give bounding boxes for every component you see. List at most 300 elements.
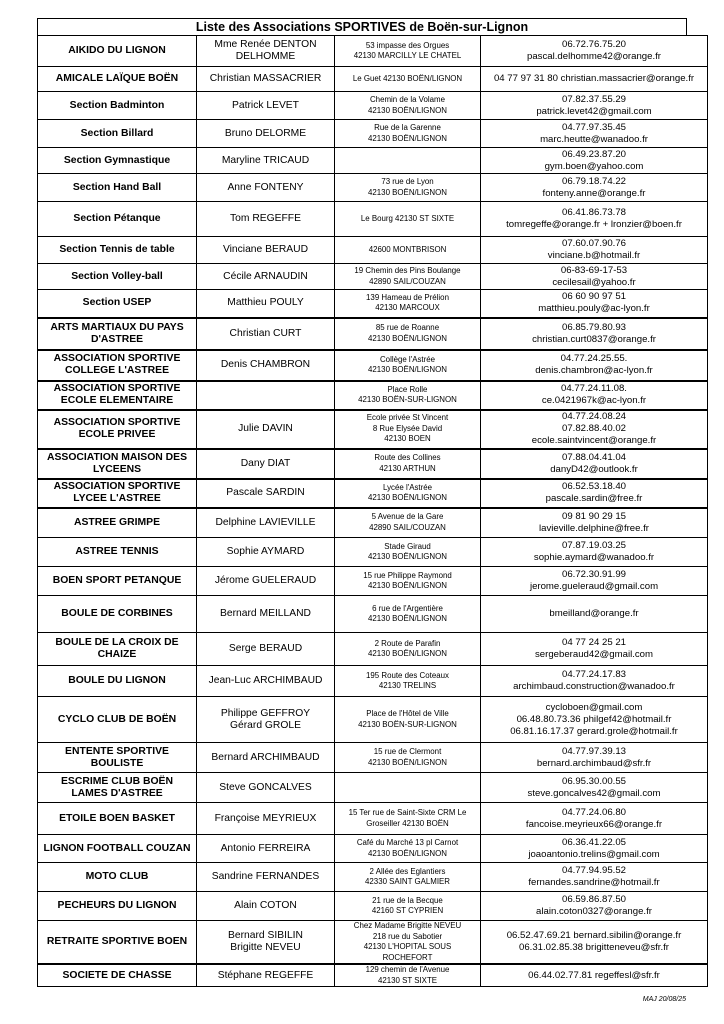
association-name-cell	[38, 964, 197, 987]
president-name-cell	[197, 633, 335, 666]
contact-info-line: 06.36.41.22.05	[561, 836, 627, 848]
page-title: Liste des Associations SPORTIVES de Boën-sur-Lignon	[37, 18, 687, 36]
president-name-cell	[197, 835, 335, 863]
president-name-cell	[197, 237, 335, 264]
association-name-line: AMICALE LAÏQUE BOËN	[55, 73, 179, 84]
contact-info-line: 07.82.37.55.29	[561, 93, 627, 105]
president-name-line: Christian CURT	[229, 327, 302, 339]
contact-info-line: gym.boen@yahoo.com	[544, 160, 644, 172]
contact-info-line: 06.72.30.91.99	[561, 569, 627, 580]
contact-info-line: 06.52.53.18.40	[561, 481, 627, 492]
president-name-cell	[197, 264, 335, 290]
contact-info-line: 04.77.24.25.55.	[560, 353, 628, 364]
contact-info-line: 06.95.30.00.55	[561, 775, 627, 787]
table-row	[38, 666, 708, 697]
association-name-line: ASSOCIATION SPORTIVE	[53, 353, 181, 364]
association-name-cell	[38, 697, 197, 743]
address-line: 42130 BOËN/LIGNON	[368, 365, 447, 374]
address-line: 195 Route des Coteaux	[366, 670, 449, 680]
association-name-cell	[38, 633, 197, 666]
address-cell	[335, 479, 481, 508]
table-row	[38, 449, 708, 479]
table-row	[38, 202, 708, 237]
contact-info-line: christian.curt0837@orange.fr	[532, 333, 656, 345]
address-line: 42130 L'HOPITAL SOUS	[363, 942, 452, 951]
contact-info-line: sergeberaud42@gmail.com	[535, 649, 653, 660]
contact-info-line: 04.77.24.08.24	[561, 411, 627, 422]
contact-info-line: 04.77.94.95.52	[561, 865, 627, 876]
address-line: 85 rue de Roanne	[375, 323, 440, 332]
president-name-line: Jérome GUELERAUD	[214, 575, 317, 586]
address-cell	[335, 803, 481, 835]
address-line: Le Bourg 42130 ST SIXTE	[360, 213, 455, 223]
contact-info-cell	[481, 67, 708, 92]
association-name-cell	[38, 410, 197, 449]
president-name-cell	[197, 666, 335, 697]
contact-info-cell	[481, 174, 708, 202]
association-name-line: ECOLE PRIVEE	[78, 429, 156, 440]
address-line: 42130 BOËN-SUR-LIGNON	[358, 395, 457, 404]
address-line: 42600 MONTBRISON	[368, 244, 447, 254]
address-cell	[335, 92, 481, 120]
association-name-cell	[38, 202, 197, 237]
contact-info-cell	[481, 835, 708, 863]
table-row	[38, 964, 708, 987]
table-row	[38, 538, 708, 567]
address-cell	[335, 835, 481, 863]
address-line: 139 Hameau de Prélion	[366, 292, 449, 302]
contact-info-line: jerome.gueleraud@gmail.com	[529, 581, 659, 592]
president-name-cell	[197, 350, 335, 381]
association-name-cell	[38, 290, 197, 318]
table-row	[38, 318, 708, 350]
president-name-line: Antonio FERREIRA	[220, 842, 311, 854]
contact-info-line: 06.79.18.74.22	[561, 175, 627, 187]
address-line: 6 rue de l'Argentière	[372, 603, 443, 613]
address-line: 15 rue Philippe Raymond	[363, 570, 452, 580]
president-name-cell	[197, 449, 335, 479]
president-name-cell	[197, 773, 335, 803]
address-line: ROCHEFORT	[382, 952, 433, 962]
president-name-line: Julie DAVIN	[238, 423, 293, 434]
address-line: 42130 BOËN-SUR-LIGNON	[358, 719, 457, 729]
table-row	[38, 835, 708, 863]
association-name-line: ENTENTE SPORTIVE	[65, 745, 169, 757]
president-name-line: DELHOMME	[235, 51, 296, 62]
contact-info-line: bernard.archimbaud@sfr.fr	[536, 757, 652, 769]
contact-info-cell	[481, 921, 708, 965]
contact-info-line: 04.77.97.39.13	[561, 745, 627, 757]
association-name-line: ASSOCIATION SPORTIVE	[53, 481, 181, 492]
association-name-line: ETOILE BOEN BASKET	[59, 812, 175, 824]
address-cell	[335, 174, 481, 202]
president-name-cell	[197, 92, 335, 120]
president-name-line: Bernard MEILLAND	[220, 608, 311, 619]
association-name-line: COLLEGE L'ASTREE	[64, 365, 170, 376]
table-row	[38, 237, 708, 264]
president-name-cell	[197, 174, 335, 202]
table-row	[38, 633, 708, 666]
address-cell	[335, 892, 481, 921]
association-name-line: CYCLO CLUB DE BOËN	[57, 713, 177, 725]
contact-info-line: 06.31.02.85.38 brigitteneveu@sfr.fr	[518, 942, 669, 953]
contact-info-line: matthieu.pouly@ac-lyon.fr	[538, 303, 650, 315]
president-name-line: Matthieu POULY	[227, 297, 304, 309]
contact-info-line: pascale.sardin@free.fr	[545, 493, 643, 504]
contact-info-line: 04.77.97.35.45	[561, 121, 627, 133]
association-name-cell	[38, 148, 197, 174]
address-cell	[335, 120, 481, 148]
table-row	[38, 596, 708, 633]
contact-info-line: 06 60 90 97 51	[561, 291, 627, 303]
association-name-line: ASSOCIATION SPORTIVE	[53, 417, 181, 428]
president-name-line: Christian MASSACRIER	[209, 73, 322, 84]
contact-info-cell	[481, 410, 708, 449]
contact-info-cell	[481, 743, 708, 773]
association-name-line: Section Pétanque	[73, 213, 161, 224]
president-name-line: Bernard ARCHIMBAUD	[211, 751, 320, 763]
address-line: 15 Ter rue de Saint-Sixte CRM Le	[348, 808, 467, 817]
contact-info-cell	[481, 567, 708, 596]
address-line: 42130 BOËN/LIGNON	[368, 333, 447, 343]
contact-info-line: 07.82.88.40.02	[561, 423, 627, 434]
association-name-line: Section Hand Ball	[72, 181, 162, 193]
contact-info-line: 04 77 24 25 21	[561, 637, 627, 648]
address-cell	[335, 290, 481, 318]
contact-info-cell	[481, 538, 708, 567]
contact-info-line: ce.0421967k@ac-lyon.fr	[541, 395, 647, 406]
address-cell	[335, 633, 481, 666]
address-line: 42130 BOËN/LIGNON	[368, 614, 447, 623]
table-row	[38, 567, 708, 596]
table-row	[38, 350, 708, 381]
contact-info-line: alain.coton0327@orange.fr	[536, 906, 652, 917]
president-name-cell	[197, 36, 335, 67]
association-name-cell	[38, 567, 197, 596]
association-name-cell	[38, 381, 197, 410]
contact-info-line: 06-83-69-17-53	[560, 264, 628, 276]
association-name-cell	[38, 743, 197, 773]
address-line: 42130 BOËN/LIGNON	[368, 187, 447, 197]
address-cell	[335, 237, 481, 264]
president-name-line: Cécile ARNAUDIN	[223, 270, 308, 282]
address-line: Groseiller 42130 BOËN	[366, 818, 449, 828]
contact-info-cell	[481, 350, 708, 381]
contact-info-line: pascal.delhomme42@orange.fr	[527, 51, 661, 62]
contact-info-cell	[481, 803, 708, 835]
president-name-line: Bernard SIBILIN	[228, 930, 303, 941]
table-row	[38, 892, 708, 921]
address-cell	[335, 318, 481, 350]
table-row	[38, 36, 708, 67]
association-name-line: AIKIDO DU LIGNON	[68, 45, 166, 56]
table-row	[38, 921, 708, 965]
association-name-cell	[38, 92, 197, 120]
association-name-line: Section Tennis de table	[59, 244, 175, 255]
address-line: 42130 BOËN/LIGNON	[368, 105, 447, 115]
contact-info-line: 06.59.86.87.50	[561, 894, 627, 905]
contact-info-cell	[481, 697, 708, 743]
address-line: 53 impasse des Orgues	[365, 40, 450, 50]
address-line: 73 rue de Lyon	[381, 177, 434, 186]
contact-info-line: 07.87.19.03.25	[561, 540, 627, 551]
president-name-line: Bruno DELORME	[224, 127, 307, 139]
association-name-line: Section USEP	[82, 297, 152, 309]
address-cell	[335, 666, 481, 697]
association-name-cell	[38, 508, 197, 538]
association-name-line: BOULE DE CORBINES	[61, 608, 173, 619]
contact-info-line: 04.77.24.17.83	[561, 669, 627, 680]
association-name-line: ASSOCIATION SPORTIVE	[53, 383, 181, 394]
table-row	[38, 479, 708, 508]
association-name-line: ECOLE ELEMENTAIRE	[60, 395, 174, 406]
president-name-cell	[197, 120, 335, 148]
address-line: 42130 BOËN/LIGNON	[368, 581, 447, 590]
contact-info-line: denis.chambron@ac-lyon.fr	[535, 365, 653, 376]
association-name-line: ASSOCIATION MAISON DES	[46, 451, 188, 463]
contact-info-cell	[481, 508, 708, 538]
address-line: 2 Allée des Eglantiers	[369, 866, 446, 876]
contact-info-cell	[481, 596, 708, 633]
contact-info-line: fancoise.meyrieux66@orange.fr	[525, 818, 663, 830]
association-name-line: Section Badminton	[69, 99, 165, 111]
table-row	[38, 148, 708, 174]
association-name-line: D'ASTREE	[90, 333, 144, 345]
address-line: 19 Chemin des Pins Boulange	[354, 266, 461, 275]
address-line: Le Guet 42130 BOËN/LIGNON	[352, 73, 463, 83]
association-name-line: ASTREE TENNIS	[75, 546, 159, 557]
address-line: 42130 MARCOUX	[375, 303, 440, 313]
president-name-line: Anne FONTENY	[227, 181, 304, 193]
association-name-cell	[38, 67, 197, 92]
contact-info-cell	[481, 773, 708, 803]
association-name-line: ESCRIME CLUB BOËN	[61, 775, 173, 787]
contact-info-cell	[481, 633, 708, 666]
president-name-cell	[197, 508, 335, 538]
president-name-line: Serge BERAUD	[228, 643, 303, 654]
address-line: 42160 ST CYPRIEN	[371, 906, 444, 915]
contact-info-line: 07.88.04.41.04	[561, 451, 627, 463]
association-name-cell	[38, 666, 197, 697]
president-name-cell	[197, 290, 335, 318]
president-name-line: Françoise MEYRIEUX	[214, 812, 317, 824]
association-name-line: LYCEENS	[92, 463, 142, 475]
contact-info-line: 06.44.02.77.81 regeffesl@sfr.fr	[528, 969, 660, 981]
association-name-line: Section Volley-ball	[71, 270, 163, 282]
president-name-cell	[197, 892, 335, 921]
president-name-line: Delphine LAVIEVILLE	[215, 516, 316, 528]
contact-info-line: archimbaud.construction@wanadoo.fr	[513, 681, 675, 692]
president-name-line: Patrick LEVET	[232, 99, 299, 111]
association-name-cell	[38, 350, 197, 381]
table-row	[38, 67, 708, 92]
address-line: 42130 BOËN/LIGNON	[368, 493, 447, 502]
contact-info-line: 04 77 97 31 80 christian.massacrier@orange.fr	[493, 73, 695, 84]
address-cell	[335, 449, 481, 479]
president-name-line: Philippe GEFFROY	[220, 707, 311, 719]
address-line: 42890 SAIL/COUZAN	[369, 522, 446, 532]
association-name-cell	[38, 174, 197, 202]
association-name-line: Section Billard	[80, 127, 154, 139]
contact-info-cell	[481, 449, 708, 479]
address-cell	[335, 36, 481, 67]
address-line: 42130 BOËN/LIGNON	[368, 552, 447, 561]
contact-info-cell	[481, 92, 708, 120]
address-line: Chemin de la Volame	[369, 95, 445, 104]
table-row	[38, 863, 708, 892]
contact-info-cell	[481, 381, 708, 410]
contact-info-cell	[481, 318, 708, 350]
address-line: 42130 BOEN	[384, 434, 431, 444]
address-cell	[335, 921, 481, 965]
contact-info-line: cecilesail@yahoo.fr	[552, 276, 636, 288]
address-line: Collège l'Astrée	[379, 354, 435, 364]
association-name-line: RETRAITE SPORTIVE BOEN	[46, 936, 188, 947]
address-cell	[335, 264, 481, 290]
table-row	[38, 743, 708, 773]
address-cell	[335, 410, 481, 449]
contact-info-line: steve.goncalves42@gmail.com	[527, 787, 661, 799]
address-line: Chez Madame Brigitte NEVEU	[353, 921, 462, 930]
address-line: 129 chemin de l'Avenue	[365, 965, 450, 974]
contact-info-line: 06.49.23.87.20	[561, 148, 627, 160]
contact-info-line: 09 81 90 29 15	[561, 510, 627, 522]
address-cell	[335, 596, 481, 633]
address-line: 5 Avenue de la Gare	[371, 512, 444, 522]
associations-table	[37, 35, 708, 987]
president-name-cell	[197, 381, 335, 410]
contact-info-line: cycloboen@gmail.com	[545, 701, 643, 713]
contact-info-cell	[481, 666, 708, 697]
president-name-line: Sandrine FERNANDES	[211, 871, 320, 882]
contact-info-cell	[481, 290, 708, 318]
contact-info-cell	[481, 863, 708, 892]
association-name-cell	[38, 863, 197, 892]
address-line: 21 rue de la Becque	[372, 895, 443, 905]
contact-info-line: ecole.saintvincent@orange.fr	[531, 435, 657, 446]
association-name-cell	[38, 803, 197, 835]
association-name-line: LYCEE L'ASTREE	[73, 493, 161, 504]
president-name-cell	[197, 743, 335, 773]
address-cell	[335, 202, 481, 237]
address-line: Route des Collines	[374, 453, 441, 462]
contact-info-line: fonteny.anne@orange.fr	[542, 187, 646, 199]
table-row	[38, 773, 708, 803]
address-cell	[335, 964, 481, 987]
association-name-cell	[38, 264, 197, 290]
president-name-line: Brigitte NEVEU	[230, 942, 301, 953]
update-date: MAJ 20/08/25	[642, 996, 686, 1003]
address-line: Rue de la Garenne	[374, 123, 441, 132]
table-row	[38, 92, 708, 120]
address-line: 42130 MARCILLY LE CHATEL	[353, 51, 462, 60]
address-cell	[335, 773, 481, 803]
contact-info-line: bmeilland@orange.fr	[549, 608, 639, 619]
president-name-cell	[197, 921, 335, 965]
association-name-cell	[38, 892, 197, 921]
contact-info-cell	[481, 964, 708, 987]
table-row	[38, 697, 708, 743]
president-name-cell	[197, 202, 335, 237]
address-line: Ecole privée St Vincent	[366, 413, 449, 423]
contact-info-line: 06.52.47.69.21 bernard.sibilin@orange.fr	[506, 930, 682, 941]
president-name-cell	[197, 538, 335, 567]
contact-info-line: fernandes.sandrine@hotmail.fr	[528, 877, 660, 888]
association-name-line: BOEN SPORT PETANQUE	[52, 575, 182, 586]
contact-info-cell	[481, 892, 708, 921]
address-cell	[335, 67, 481, 92]
association-name-line: BOULE DU LIGNON	[68, 675, 166, 686]
address-cell	[335, 350, 481, 381]
contact-info-cell	[481, 479, 708, 508]
contact-info-line: 06.48.80.73.36 philgef42@hotmail.fr	[516, 713, 672, 725]
president-name-cell	[197, 964, 335, 987]
address-cell	[335, 381, 481, 410]
table-row	[38, 381, 708, 410]
contact-info-cell	[481, 202, 708, 237]
association-name-line: MOTO CLUB	[85, 871, 149, 882]
association-name-cell	[38, 921, 197, 965]
address-line: Café du Marché 13 pl Carnot	[356, 838, 459, 847]
president-name-cell	[197, 67, 335, 92]
president-name-line: Mme Renée DENTON	[214, 39, 317, 50]
president-name-line: Dany DIAT	[240, 457, 291, 469]
contact-info-line: 06.81.16.17.37 gerard.grole@hotmail.fr	[510, 725, 678, 737]
contact-info-line: marc.heutte@wanadoo.fr	[540, 133, 648, 145]
president-name-line: Steve GONCALVES	[219, 781, 312, 793]
address-line: 42130 BOËN/LIGNON	[368, 649, 447, 658]
president-name-line: Alain COTON	[234, 900, 297, 911]
contact-info-line: danyD42@outlook.fr	[550, 463, 638, 475]
address-line: Place Rolle	[387, 384, 428, 394]
president-name-line: Jean-Luc ARCHIMBAUD	[208, 675, 323, 686]
association-name-line: SOCIETE DE CHASSE	[62, 969, 172, 981]
table-row	[38, 174, 708, 202]
president-name-line: Vinciane BERAUD	[222, 244, 309, 255]
address-line: 42130 TRELINS	[378, 681, 437, 690]
address-line: Lycée l'Astrée	[382, 482, 433, 492]
president-name-cell	[197, 697, 335, 743]
address-line: 42130 BOËN/LIGNON	[368, 757, 447, 767]
address-cell	[335, 508, 481, 538]
contact-info-cell	[481, 237, 708, 264]
contact-info-cell	[481, 148, 708, 174]
address-line: 15 rue de Clermont	[373, 747, 442, 756]
president-name-cell	[197, 410, 335, 449]
contact-info-line: joaoantonio.trelins@gmail.com	[528, 848, 660, 860]
association-name-line: BOULISTE	[90, 757, 144, 769]
contact-info-line: sophie.aymard@wanadoo.fr	[533, 552, 655, 563]
president-name-line: Pascale SARDIN	[226, 487, 305, 498]
contact-info-line: patrick.levet42@gmail.com	[536, 105, 652, 117]
table-row	[38, 120, 708, 148]
association-name-line: LAMES D'ASTREE	[71, 787, 163, 799]
association-name-cell	[38, 36, 197, 67]
contact-info-line: 07.60.07.90.76	[561, 238, 627, 249]
associations-table-body	[38, 36, 708, 987]
address-line: Place de l'Hôtel de Ville	[366, 709, 449, 718]
address-line: 2 Route de Parafin	[374, 638, 441, 648]
address-cell	[335, 697, 481, 743]
table-row	[38, 803, 708, 835]
address-line: 42130 BOËN/LIGNON	[368, 848, 447, 858]
address-line: 218 rue du Sabotier	[372, 931, 443, 941]
association-name-cell	[38, 773, 197, 803]
contact-info-line: vinciane.b@hotmail.fr	[547, 250, 641, 261]
association-name-cell	[38, 538, 197, 567]
association-name-line: ARTS MARTIAUX DU PAYS	[50, 321, 184, 333]
association-name-cell	[38, 237, 197, 264]
